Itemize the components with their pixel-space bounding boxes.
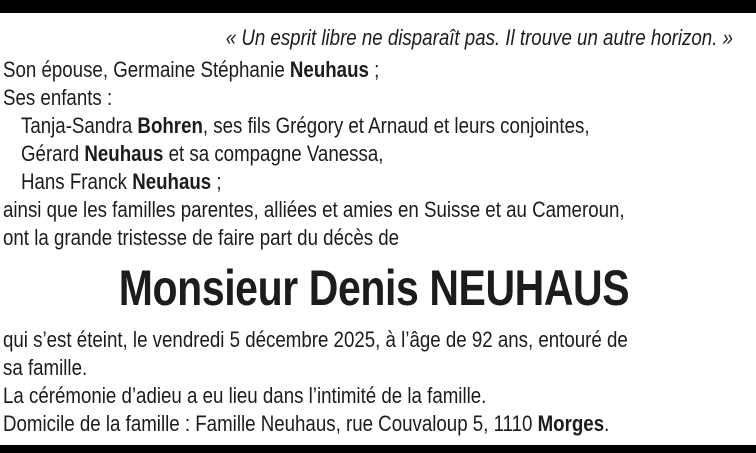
top-border-bar (0, 0, 756, 13)
surname-bold: Neuhaus (84, 141, 164, 166)
text-segment: ; (368, 57, 380, 82)
deceased-name-title: Monsieur Denis NEUHAUS (118, 260, 630, 316)
text-segment: , ses fils Grégory et Arnaud et leurs conjointes, (202, 113, 590, 138)
text-segment: sa famille. (3, 355, 88, 380)
text-segment: ainsi que les familles parentes, alliées et amies en Suisse et au Cameroun, (3, 197, 625, 222)
text-segment: . (604, 411, 610, 436)
child-line (21, 140, 636, 168)
children-label-line (3, 84, 634, 112)
announcement-line (3, 224, 634, 252)
surname-bold: Neuhaus (132, 169, 212, 194)
text-segment: Gérard (21, 141, 85, 166)
text-segment: Domicile de la famille : Famille Neuhaus, rue Couvaloup 5, 1110 (3, 411, 538, 436)
child-line (21, 168, 636, 196)
spouse-line (3, 56, 634, 84)
text-segment: ; (211, 169, 222, 194)
text-segment: Son épouse, Germaine Stéphanie (3, 57, 290, 82)
ceremony-line (3, 382, 634, 410)
text-segment: Ses enfants : (3, 85, 113, 110)
death-date-line (3, 326, 634, 354)
text-segment: Tanja-Sandra (21, 113, 138, 138)
text-segment: La cérémonie d’adieu a eu lieu dans l’intimité de la famille. (3, 383, 487, 408)
text-segment: Hans Franck (21, 169, 133, 194)
text-segment: et sa compagne Vanessa, (163, 141, 384, 166)
bottom-border-bar (0, 445, 756, 453)
text-segment: ont la grande tristesse de faire part du décès de (3, 225, 400, 250)
city-bold: Morges (537, 411, 605, 436)
text-segment: qui s’est éteint, le vendredi 5 décembre 2025, à l’âge de 92 ans, entouré de (3, 327, 628, 352)
surname-bold: Bohren (137, 113, 203, 138)
child-line (21, 112, 636, 140)
death-date-line-2 (3, 354, 634, 382)
surname-bold: Neuhaus (289, 57, 369, 82)
notice-content (3, 13, 745, 438)
families-line (3, 196, 634, 224)
family-address-line (3, 410, 634, 438)
epitaph-quote: « Un esprit libre ne disparaît pas. Il trouve un autre horizon. » (225, 25, 733, 50)
